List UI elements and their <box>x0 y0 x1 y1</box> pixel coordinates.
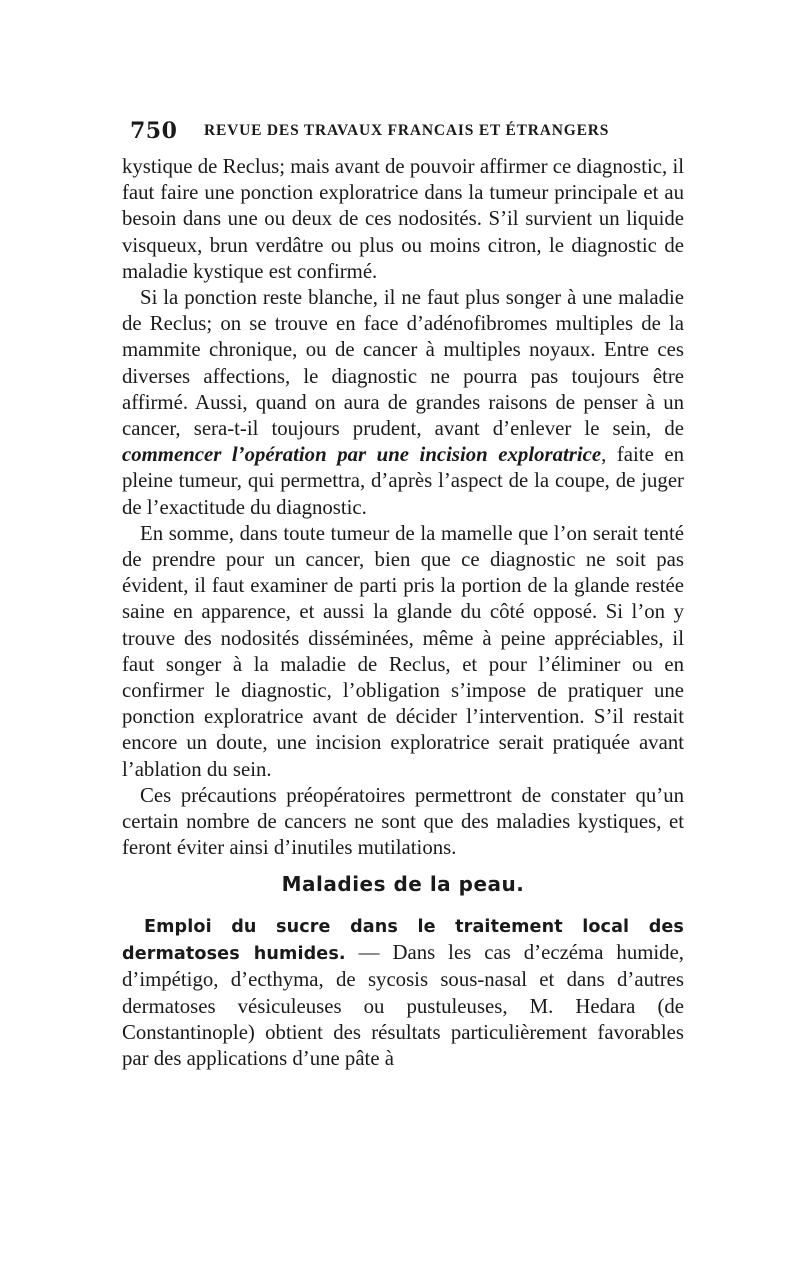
paragraph-2 <box>122 285 684 521</box>
paragraph-1: kystique de Reclus; mais avant de pouvoir affirmer ce diagnostic, il faut faire une ponction exploratrice dans la tumeur principale et au besoin dans une ou deux de ces nodosités. S’il survient un liquide visqueux, brun verdâtre ou plus ou moins citron, le diagnostic de maladie kystique est confirmé. <box>122 155 684 283</box>
body-text <box>122 154 684 861</box>
paragraph-3: En somme, dans toute tumeur de la mamelle que l’on serait tenté de prendre pour un cancer, bien que ce diagnostic ne soit pas évident, il faut examiner de parti pris la portion de la glande restée saine en apparence, et aussi la glande du côté opposé. Si l’on y trouve des nodosités disséminées, même à peine appréciables, il faut songer à la maladie de Reclus, et pour l’éliminer ou en confirmer le diagnostic, l’obligation s’impose de pratiquer une ponction exploratrice avant de décider l’intervention. S’il restait encore un doute, une incision exploratrice serait pratiquée avant l’ablation du sein. <box>122 521 684 781</box>
section-heading: Maladies de la peau. <box>281 872 525 896</box>
paragraph-2-text-start: Si la ponction reste blanche, il ne faut plus songer à une maladie de Reclus; on se trouve en face d’adénofibromes multiples de la mammite chronique, ou de cancer à multiples noyaux. Entre ces diverses affections, le diagnostic ne pourra pas toujours être affirmé. Aussi, quand on aura de grandes raisons de penser à un cancer, sera-t-il toujours prudent, avant d’enlever le sein, de <box>122 286 684 441</box>
paragraph-2-text-end: , faite en pleine tumeur, qui permettra, d’après l’aspect de la coupe, de juger de l’exactitude du diagnostic. <box>122 443 684 519</box>
running-head <box>122 118 682 148</box>
article <box>122 913 684 1072</box>
paragraph-4: Ces précautions préopératoires permettront de constater qu’un certain nombre de cancers ne sont que des maladies kystiques, et feront éviter ainsi d’inutiles mutilations. <box>122 783 684 860</box>
article-text: — Dans les cas d’eczéma humide, d’impétigo, d’ecthyma, de sycosis sous-nasal et dans d’autres dermatoses vésiculeuses ou pustuleuses, M. Hedara (de Constantinople) obtient des résultats particulièrement favorables par des applications d’une pâte à <box>122 941 684 1071</box>
article-title: Emploi du sucre dans le traitement local des dermatoses humides. <box>122 917 684 965</box>
running-title: REVUE DES TRAVAUX FRANCAIS ET ÉTRANGERS <box>204 122 610 139</box>
paragraph-2-emphasis: commencer l’opération par une incision exploratrice <box>122 443 602 467</box>
page-number: 750 <box>130 118 178 144</box>
article-paragraph <box>122 913 684 1072</box>
